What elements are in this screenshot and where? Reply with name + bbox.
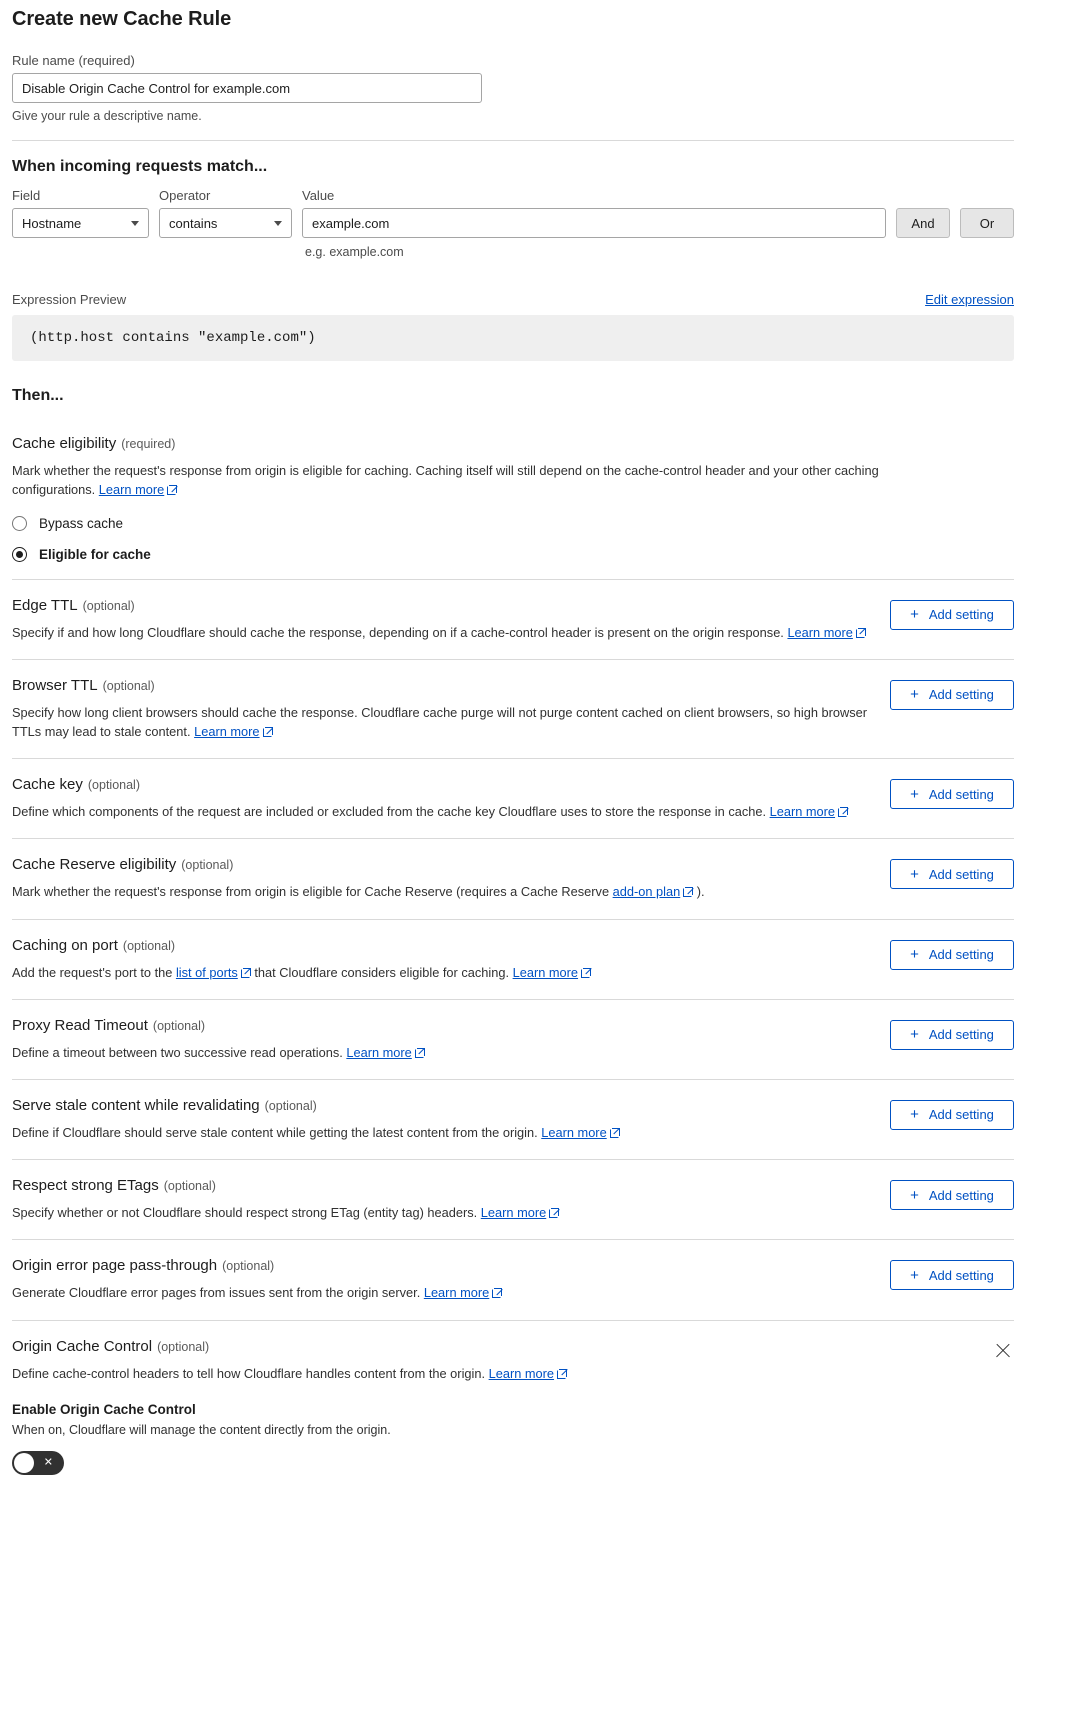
- radio-bypass-cache[interactable]: [12, 516, 1014, 531]
- setting-description: [12, 882, 870, 901]
- add-setting-button[interactable]: [890, 1020, 1014, 1050]
- cache-eligibility-description: [12, 461, 942, 499]
- setting-optional: (optional): [82, 598, 135, 613]
- setting-description: [12, 623, 870, 642]
- add-setting-button[interactable]: [890, 859, 1014, 889]
- chevron-down-icon: [131, 221, 139, 226]
- setting-browser-ttl: [12, 660, 1014, 741]
- add-setting-label: Add setting: [928, 1107, 994, 1123]
- setting-caching-on-port: [12, 920, 1014, 982]
- setting-serve-stale-content: [12, 1080, 1014, 1142]
- setting-title: [12, 776, 870, 793]
- setting-cache-reserve-eligibility: [12, 839, 1014, 901]
- plus-icon: +: [910, 946, 919, 964]
- then-heading: Then...: [12, 387, 64, 404]
- setting-optional: (optional): [157, 1339, 210, 1354]
- setting-cache-eligibility: [12, 418, 1014, 561]
- add-setting-button[interactable]: [890, 680, 1014, 710]
- add-setting-label: Add setting: [928, 947, 994, 963]
- setting-description: [12, 1283, 870, 1302]
- setting-title: [12, 1017, 870, 1034]
- setting-title-text: Origin Cache Control: [12, 1337, 153, 1355]
- field-label: Field: [12, 188, 41, 203]
- setting-optional: (optional): [222, 1259, 275, 1274]
- learn-more-link[interactable]: Learn more: [541, 1124, 607, 1140]
- value-column: [302, 188, 886, 238]
- description-text: Define cache-control headers to tell how Cloudflare handles content from the origin.: [12, 1365, 486, 1381]
- radio-eligible-for-cache[interactable]: [12, 547, 1014, 562]
- toggle-knob: [14, 1453, 34, 1473]
- external-link-icon: [549, 1208, 559, 1218]
- description-text: Define if Cloudflare should serve stale content while getting the latest content from the origin.: [12, 1124, 538, 1140]
- setting-description: [12, 1123, 870, 1142]
- match-row: [12, 188, 1014, 238]
- origin-cache-control-toggle-block: [12, 1402, 1014, 1475]
- divider: [12, 140, 1014, 141]
- setting-optional: (optional): [163, 1179, 216, 1194]
- setting-description: [12, 1043, 870, 1062]
- add-setting-button[interactable]: [890, 600, 1014, 630]
- cache-eligibility-title: Cache eligibility: [12, 435, 117, 453]
- expression-label: Expression Preview: [12, 292, 127, 307]
- learn-more-link[interactable]: Learn more: [488, 1365, 555, 1381]
- list-of-ports-link[interactable]: list of ports: [175, 964, 238, 980]
- setting-origin-error-page-pass-through: [12, 1240, 1014, 1302]
- operator-select[interactable]: [159, 208, 292, 238]
- setting-respect-strong-etags: [12, 1160, 1014, 1222]
- setting-title: [12, 1177, 870, 1194]
- expression-preview: (http.host contains "example.com"): [12, 315, 1014, 361]
- radio-eligible-for-cache-label: Eligible for cache: [39, 546, 151, 562]
- setting-description: [12, 802, 870, 821]
- external-link-icon: [263, 727, 273, 737]
- operator-column: [159, 188, 292, 238]
- description-text: Specify if and how long Cloudflare should cache the response, depending on if a cache-control header is present on the origin response.: [12, 624, 784, 640]
- description-text: Specify how long client browsers should cache the response. Cloudflare cache purge will not purge content cached on client browsers, so high browser TTLs may lead to stale content.: [12, 704, 868, 740]
- setting-title-text: Caching on port: [12, 936, 118, 954]
- add-setting-button[interactable]: [890, 1260, 1014, 1290]
- setting-optional: (optional): [87, 778, 140, 793]
- setting-title-text: Proxy Read Timeout: [12, 1016, 148, 1034]
- cache-eligibility-required: (required): [121, 437, 176, 452]
- setting-description: [12, 703, 870, 741]
- add-on-plan-link[interactable]: add-on plan: [612, 884, 681, 900]
- external-link-icon: [241, 968, 251, 978]
- radio-bypass-cache-label: Bypass cache: [39, 515, 124, 531]
- field-select-value: Hostname: [22, 215, 82, 231]
- edit-expression-link[interactable]: Edit expression: [925, 292, 1014, 307]
- external-link-icon: [838, 807, 848, 817]
- learn-more-link[interactable]: Learn more: [480, 1205, 547, 1221]
- learn-more-link[interactable]: Learn more: [787, 624, 853, 640]
- plus-icon: +: [910, 606, 919, 624]
- external-link-icon: [557, 1369, 567, 1379]
- add-setting-button[interactable]: [890, 1100, 1014, 1130]
- setting-title: [12, 435, 1014, 452]
- setting-title: [12, 1097, 870, 1114]
- rule-name-help: Give your rule a descriptive name.: [12, 109, 202, 123]
- description-text-tail: ).: [696, 884, 705, 900]
- setting-cache-key: [12, 759, 1014, 821]
- and-button[interactable]: And: [896, 208, 950, 238]
- setting-description: [12, 1364, 942, 1383]
- external-link-icon: [167, 485, 177, 495]
- bottom-spacer: [12, 1475, 1014, 1515]
- enable-origin-cache-control-toggle[interactable]: [12, 1451, 64, 1475]
- external-link-icon: [492, 1288, 502, 1298]
- add-setting-button[interactable]: [890, 779, 1014, 809]
- close-icon[interactable]: [992, 1340, 1014, 1362]
- plus-icon: +: [910, 1106, 919, 1124]
- add-setting-label: Add setting: [928, 1187, 994, 1203]
- setting-title: [12, 1257, 870, 1274]
- field-select[interactable]: [12, 208, 149, 238]
- radio-icon-selected: [12, 547, 27, 562]
- plus-icon: +: [910, 686, 919, 704]
- expression-header: [12, 292, 1014, 307]
- learn-more-link[interactable]: Learn more: [423, 1285, 490, 1301]
- setting-optional: (optional): [122, 938, 176, 953]
- toggle-title: Enable Origin Cache Control: [12, 1401, 196, 1417]
- setting-title-text: Respect strong ETags: [12, 1177, 159, 1195]
- setting-title-text: Cache Reserve eligibility: [12, 856, 177, 874]
- learn-more-link[interactable]: Learn more: [194, 724, 260, 740]
- value-input[interactable]: [302, 208, 886, 238]
- description-text: Define a timeout between two successive read operations.: [12, 1044, 343, 1060]
- learn-more-link[interactable]: Learn more: [769, 804, 836, 820]
- add-setting-button[interactable]: [890, 940, 1014, 970]
- setting-title-text: Browser TTL: [12, 676, 98, 694]
- add-setting-label: Add setting: [928, 1267, 994, 1283]
- rule-name-label: Rule name (required): [12, 53, 135, 68]
- cache-rule-form: [0, 8, 1072, 1515]
- match-heading: When incoming requests match...: [12, 158, 268, 175]
- plus-icon: +: [910, 865, 919, 883]
- operator-label: Operator: [159, 188, 211, 203]
- radio-icon: [12, 516, 27, 531]
- operator-select-value: contains: [169, 215, 218, 231]
- add-setting-label: Add setting: [928, 866, 994, 882]
- value-hint: e.g. example.com: [305, 245, 404, 259]
- setting-title: [12, 856, 870, 873]
- description-text-mid: that Cloudflare considers eligible for caching.: [254, 964, 510, 980]
- external-link-icon: [581, 968, 591, 978]
- setting-description: [12, 963, 870, 982]
- plus-icon: +: [910, 1026, 919, 1044]
- description-text: Mark whether the request's response from origin is eligible for Cache Reserve (requires a Cache Reserve: [12, 884, 610, 900]
- description-text: Add the request's port to the: [12, 964, 173, 980]
- setting-proxy-read-timeout: [12, 1000, 1014, 1062]
- learn-more-link[interactable]: Learn more: [512, 964, 579, 980]
- setting-edge-ttl: [12, 580, 1014, 642]
- or-button[interactable]: Or: [960, 208, 1014, 238]
- setting-title: [12, 937, 870, 954]
- description-text: Generate Cloudflare error pages from issues sent from the origin server.: [12, 1285, 421, 1301]
- setting-optional: (optional): [181, 858, 234, 873]
- add-setting-label: Add setting: [928, 607, 994, 623]
- page-title: Create new Cache Rule: [12, 8, 232, 30]
- learn-more-link[interactable]: Learn more: [346, 1044, 412, 1060]
- plus-icon: +: [910, 785, 919, 803]
- description-text: Specify whether or not Cloudflare should respect strong ETag (entity tag) headers.: [12, 1205, 478, 1221]
- field-column: [12, 188, 149, 238]
- learn-more-link[interactable]: Learn more: [98, 482, 165, 498]
- chevron-down-icon: [274, 221, 282, 226]
- add-setting-label: Add setting: [928, 687, 994, 703]
- setting-origin-cache-control: [12, 1321, 1014, 1475]
- description-text: Mark whether the request's response from origin is eligible for caching. Caching itself will still depend on the cache-control header and your other caching configurations.: [12, 463, 879, 498]
- external-link-icon: [683, 887, 693, 897]
- plus-icon: +: [910, 1266, 919, 1284]
- toggle-subtitle: When on, Cloudflare will manage the content directly from the origin.: [12, 1422, 391, 1437]
- setting-optional: (optional): [102, 678, 155, 693]
- setting-title: [12, 597, 870, 614]
- setting-title: [12, 677, 870, 694]
- external-link-icon: [610, 1128, 620, 1138]
- setting-optional: (optional): [152, 1018, 206, 1033]
- description-text: Define which components of the request are included or excluded from the cache key Cloudflare uses to store the response in cache.: [12, 804, 767, 820]
- add-setting-label: Add setting: [928, 1027, 994, 1043]
- external-link-icon: [415, 1048, 425, 1058]
- setting-title-text: Serve stale content while revalidating: [12, 1096, 260, 1114]
- value-label: Value: [302, 188, 335, 203]
- setting-description: [12, 1203, 870, 1222]
- plus-icon: +: [910, 1186, 919, 1204]
- setting-optional: (optional): [264, 1098, 317, 1113]
- setting-title-text: Edge TTL: [12, 596, 78, 614]
- external-link-icon: [856, 628, 866, 638]
- setting-title-text: Origin error page pass-through: [12, 1257, 218, 1275]
- rule-name-input[interactable]: [12, 73, 482, 103]
- setting-title-text: Cache key: [12, 776, 83, 794]
- setting-title: [12, 1338, 972, 1355]
- toggle-state-icon: ✕: [43, 1456, 53, 1469]
- add-setting-label: Add setting: [928, 786, 994, 802]
- add-setting-button[interactable]: [890, 1180, 1014, 1210]
